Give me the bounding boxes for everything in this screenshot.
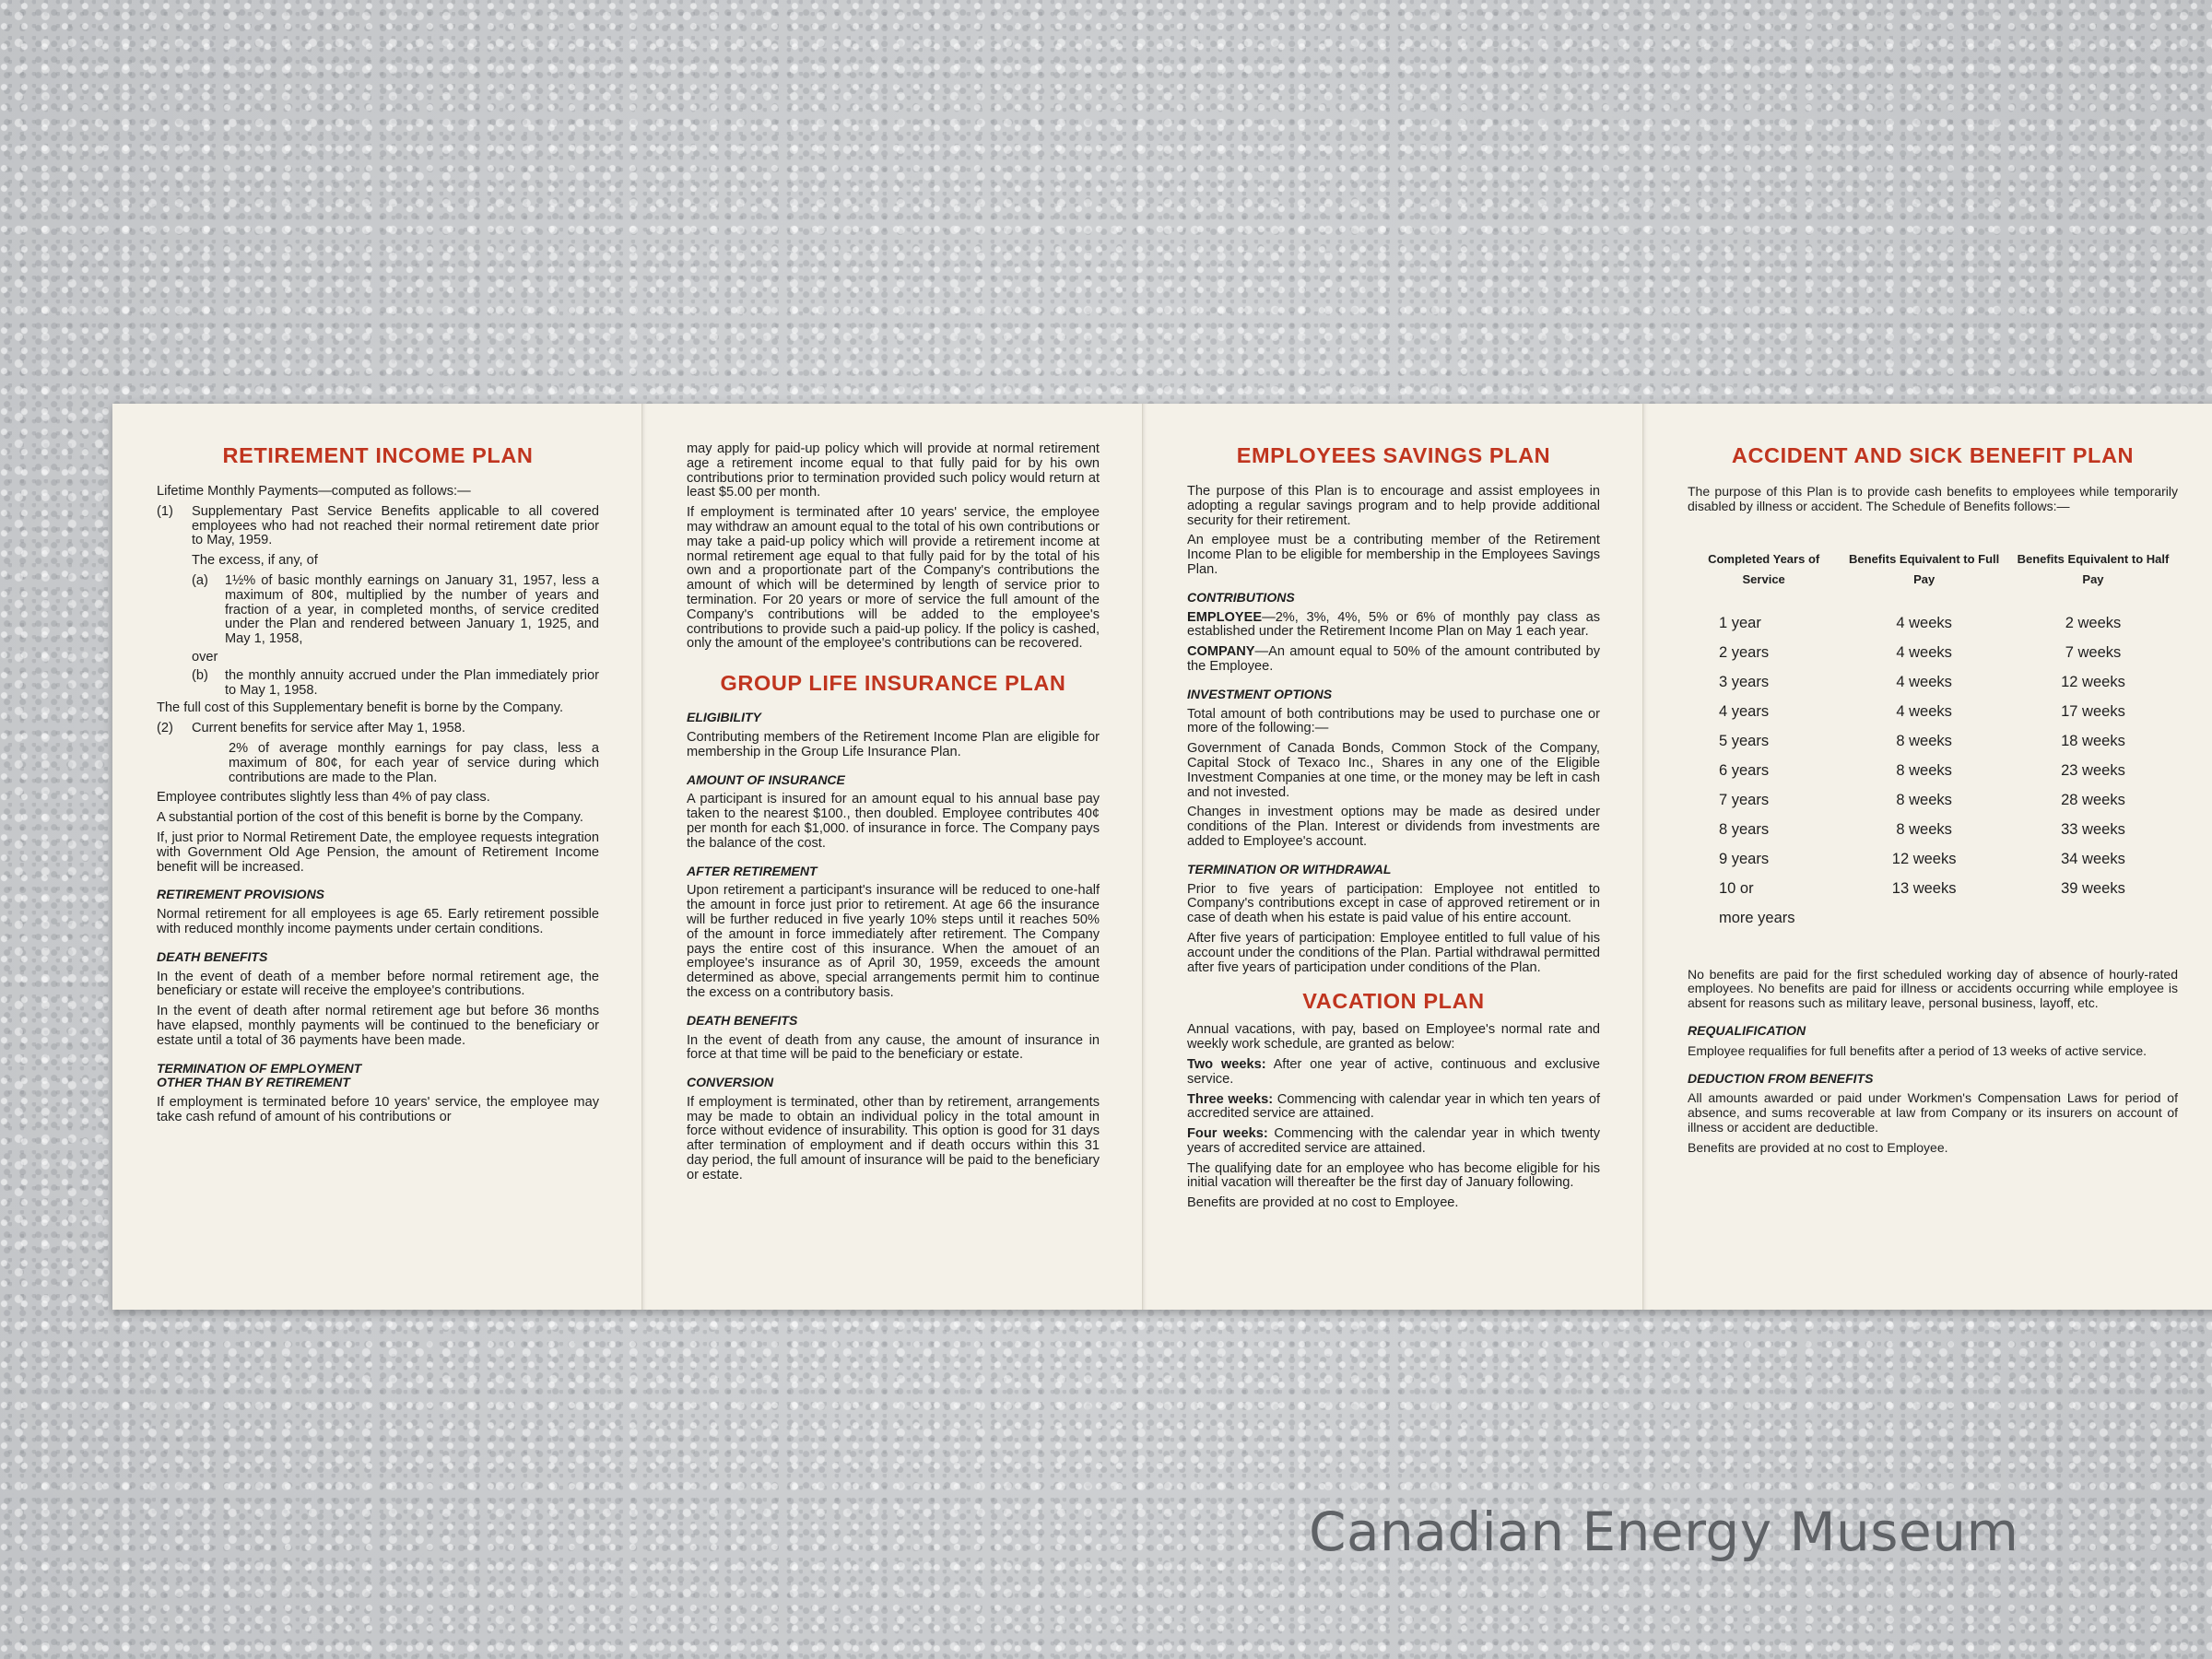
no-benefits-text: No benefits are paid for the first scheduled working day of absence of hourly-rated employees. No benefits are paid for illness or accidents occurring while employee is absent for reasons such as military leave, personal business, layoff, etc. xyxy=(1688,966,2178,1011)
panel-savings-vacation xyxy=(1142,404,1642,1310)
qualifying-date-text: The qualifying date for an employee who has become eligible for his initial vacation will thereafter be the first day of January following. xyxy=(1187,1160,1600,1191)
schedule-full-pay-cell: 8 weeks xyxy=(1896,761,1952,779)
schedule-full-pay-cell: 8 weeks xyxy=(1896,732,1952,749)
panel-group-life xyxy=(641,404,1142,1310)
schedule-half-pay-cell: 33 weeks xyxy=(2061,820,2125,838)
termination-withdrawal-text-2: After five years of participation: Employee entitled to full value of his account under the conditions of the Plan. Partial withdrawal permitted after five years of participation under conditions of the Plan. xyxy=(1187,930,1600,975)
schedule-row xyxy=(1688,756,2178,785)
schedule-row xyxy=(1688,903,2178,933)
item-1-text: Supplementary Past Service Benefits applicable to all covered employees who had not reached their normal retirement date prior to May, 1959. xyxy=(192,503,599,548)
vacation-intro-text: Annual vacations, with pay, based on Employee's normal rate and weekly work schedule, are granted as below: xyxy=(1187,1022,1600,1053)
amount-of-insurance-heading: AMOUNT OF INSURANCE xyxy=(687,771,845,787)
termination-heading-2: OTHER THAN BY RETIREMENT xyxy=(157,1075,350,1090)
schedule-full-pay-cell: 4 weeks xyxy=(1896,614,1952,631)
schedule-body xyxy=(1688,608,2178,933)
schedule-full-pay-cell: 4 weeks xyxy=(1896,643,1952,661)
life-death-benefits-text: In the event of death from any cause, the amount of insurance in force at that time will be paid to the beneficiary or estate. xyxy=(687,1032,1100,1063)
integration-text: If, just prior to Normal Retirement Date, the employee requests integration with Government Old Age Pension, the amount of Retirement Income benefit will be increased. xyxy=(157,830,599,875)
requalification-text: Employee requalifies for full benefits after a period of 13 weeks of active service. xyxy=(1688,1042,2147,1058)
schedule-years-cell: 2 years xyxy=(1719,643,1770,661)
employee-contribution-text xyxy=(1187,611,1600,641)
termination-heading-1: TERMINATION OF EMPLOYMENT xyxy=(157,1060,362,1076)
item-b xyxy=(157,669,599,699)
after-retirement-heading: AFTER RETIREMENT xyxy=(687,863,818,878)
schedule-years-cell: 9 years xyxy=(1719,850,1770,867)
schedule-row xyxy=(1688,874,2178,903)
vacation-cost-text: Benefits are provided at no cost to Employee. xyxy=(1187,1195,1459,1211)
schedule-row xyxy=(1688,785,2178,815)
benefit-schedule-table xyxy=(1688,549,2178,933)
item-b-text: the monthly annuity accrued under the Plan immediately prior to May 1, 1958. xyxy=(225,667,599,698)
schedule-years-cell: 8 years xyxy=(1719,820,1770,838)
item-2 xyxy=(157,722,599,736)
after-retirement-text: Upon retirement a participant's insurance will be reduced to one-half the amount in force just prior to retirement. At age 66 the insurance will be further reduced in five yearly 10% steps until it reaches 50% of the amount in force immediately after retirement. The Company pays the entire cost of this insurance. When the amouet of an employee's insurance as of April 30, 1959, exceeds the amount determined as above, special arrangements permit him to continue the excess on a contributory basis. xyxy=(687,883,1100,1000)
amount-of-insurance-text: A participant is insured for an amount equal to his annual base pay taken to the nearest $100., then doubled. Employee contributes 40¢ per month for each $1,000. of insurance in force. The Company pays the balance of the cost. xyxy=(687,792,1100,851)
schedule-row xyxy=(1688,667,2178,697)
eligibility-text: Contributing members of the Retirement Income Plan are eligible for membership in the Group Life Insurance Plan. xyxy=(687,729,1100,759)
retirement-provisions-heading: RETIREMENT PROVISIONS xyxy=(157,887,325,902)
over-text: over xyxy=(192,649,218,665)
schedule-half-pay-cell: 23 weeks xyxy=(2061,761,2125,779)
schedule-full-pay-cell: 4 weeks xyxy=(1896,673,1952,690)
full-cost-text: The full cost of this Supplementary benefit is borne by the Company. xyxy=(157,700,564,716)
schedule-row xyxy=(1688,815,2178,844)
col-header-years: Completed Years of Service xyxy=(1708,551,1820,586)
life-death-benefits-heading: DEATH BENEFITS xyxy=(687,1012,798,1028)
eligibility-heading: ELIGIBILITY xyxy=(687,710,761,725)
item-2-number: (2) xyxy=(157,721,173,736)
schedule-full-pay-cell: 8 weeks xyxy=(1896,820,1952,838)
termination-withdrawal-text-1: Prior to five years of participation: Employee not entitled to Company's contributions except in case of approved retirement or in case of death when his estate is paid value of his entire account. xyxy=(1187,881,1600,926)
after-ten-years-text: If employment is terminated after 10 years' service, the employee may withdraw an amount equal to the total of his own contributions or may take a paid-up policy which will provide a retirement income at normal retirement age equal to that fully paid for by the total of his own and a proportionate part of the Company's contributions the amount of which will be determined by length of service prior to termination. For 20 years or more of service the full amount of the Company's contributions will be added to the employee's contributions to provide such a paid-up policy. If the policy is cashed, only the amount of the employee's contributions can be recovered. xyxy=(687,505,1100,652)
lifetime-payments-text: Lifetime Monthly Payments—computed as follows:— xyxy=(157,484,471,499)
death-benefits-text-1: In the event of death of a member before normal retirement age, the beneficiary or estate will receive the employee's contributions. xyxy=(157,969,599,999)
item-a-text: 1½% of basic monthly earnings on January 31, 1957, less a maximum of 80¢, multiplied by the number of years and fraction of a year, in completed months, of service credited under the Plan and rendered between January 1, 1925, and May 1, 1958, xyxy=(225,572,599,647)
accident-purpose-text: The purpose of this Plan is to provide cash benefits to employees while temporarily disabled by illness or accident. The Schedule of Benefits follows:— xyxy=(1688,484,2178,513)
company-contribution-detail: —An amount equal to 50% of the amount contributed by the Employee. xyxy=(1187,644,1600,674)
investment-text-3: Changes in investment options may be made as desired under conditions of the Plan. Interest or dividends from investments are added to Employee's account. xyxy=(1187,805,1600,849)
paid-up-policy-text: may apply for paid-up policy which will provide at normal retirement age a retirement income equal to that fully paid for by his own contributions prior to termination provided such policy would return at least $5.00 per month. xyxy=(687,441,1100,500)
two-weeks-label: Two weeks: xyxy=(1187,1056,1266,1072)
schedule-half-pay-cell: 17 weeks xyxy=(2061,702,2125,720)
group-life-title: GROUP LIFE INSURANCE PLAN xyxy=(720,671,1066,696)
accident-plan-title: ACCIDENT AND SICK BENEFIT PLAN xyxy=(1731,443,2135,467)
schedule-years-cell: 10 or xyxy=(1719,879,1754,897)
schedule-half-pay-cell: 18 weeks xyxy=(2061,732,2125,749)
schedule-half-pay-cell: 39 weeks xyxy=(2061,879,2125,897)
savings-purpose-text: The purpose of this Plan is to encourage and assist employees in adopting a regular savings program and to help provide additional security for their retirement. xyxy=(1187,484,1600,528)
savings-plan-title: EMPLOYEES SAVINGS PLAN xyxy=(1236,443,1551,467)
four-weeks-detail: Commencing with the calendar year in which twenty years of accredited service are attained. xyxy=(1187,1126,1601,1156)
conversion-text: If employment is terminated, other than by retirement, arrangements may be made to obtain an individual policy in the total amount in force without evidence of insurability. This option is good for 31 days after termination of employment and if death occurs within this 31 day period, the full amount of insurance will be paid to the beneficiary or estate. xyxy=(687,1094,1100,1182)
death-benefits-text-2: In the event of death after normal retirement age but before 36 months have elapsed, monthly payments will be continued to the beneficiary or estate until a total of 36 payments have been made. xyxy=(157,1004,599,1048)
benefits-brochure xyxy=(112,404,2212,1310)
four-weeks-text xyxy=(1187,1127,1600,1157)
schedule-years-cell: 3 years xyxy=(1719,673,1770,690)
termination-text: If employment is terminated before 10 years' service, the employee may take cash refund of amount of his contributions or xyxy=(157,1095,599,1124)
deduction-text: All amounts awarded or paid under Workmen's Compensation Laws for period of absence, and sums recoverable at law from Company or its insurers on account of illness or accident are deductible. xyxy=(1688,1090,2178,1135)
schedule-full-pay-cell xyxy=(1840,903,2008,933)
col-header-full-pay: Benefits Equivalent to Full Pay xyxy=(1849,551,2000,586)
schedule-half-pay-cell xyxy=(2008,903,2178,933)
schedule-full-pay-cell: 4 weeks xyxy=(1896,702,1952,720)
item-1-number: (1) xyxy=(157,503,173,519)
schedule-years-cell: 1 year xyxy=(1719,614,1761,631)
schedule-header-row xyxy=(1688,549,2178,608)
schedule-half-pay-cell: 12 weeks xyxy=(2061,673,2125,690)
vacation-plan-title: VACATION PLAN xyxy=(1302,989,1485,1014)
schedule-full-pay-cell: 13 weeks xyxy=(1891,879,1957,897)
three-weeks-label: Three weeks: xyxy=(1187,1091,1274,1107)
schedule-row xyxy=(1688,608,2178,638)
company-contribution-text xyxy=(1187,645,1600,675)
contributions-heading: CONTRIBUTIONS xyxy=(1187,589,1295,605)
deduction-heading: DEDUCTION FROM BENEFITS xyxy=(1688,1070,1874,1086)
schedule-row xyxy=(1688,844,2178,874)
schedule-full-pay-cell: 12 weeks xyxy=(1891,850,1957,867)
item-a xyxy=(157,574,599,647)
item-2-text: Current benefits for service after May 1, 1958. xyxy=(192,721,465,736)
schedule-years-cell: 6 years xyxy=(1719,761,1770,779)
item-2-detail: 2% of average monthly earnings for pay class, less a maximum of 80¢, for each year of service during which contributions are made to the Plan. xyxy=(229,740,599,785)
investment-options-heading: INVESTMENT OPTIONS xyxy=(1187,686,1333,701)
col-header-half-pay: Benefits Equivalent to Half Pay xyxy=(2017,551,2170,586)
substantial-portion-text: A substantial portion of the cost of this benefit is borne by the Company. xyxy=(157,810,583,826)
four-weeks-label: Four weeks: xyxy=(1187,1126,1268,1142)
retirement-provisions-text: Normal retirement for all employees is age 65. Early retirement possible with reduced monthly income payments under certain conditions. xyxy=(157,907,599,936)
schedule-row xyxy=(1688,726,2178,756)
three-weeks-detail: Commencing with calendar year in which ten years of accredited service are attained. xyxy=(1187,1091,1600,1122)
item-a-label: (a) xyxy=(192,572,208,588)
panel-retirement-income xyxy=(112,404,641,1310)
schedule-full-pay-cell: 8 weeks xyxy=(1896,791,1952,808)
two-weeks-text xyxy=(1187,1058,1600,1088)
employee-label: EMPLOYEE xyxy=(1187,609,1263,625)
schedule-row xyxy=(1688,697,2178,726)
schedule-years-cell: 4 years xyxy=(1719,702,1770,720)
schedule-row xyxy=(1688,638,2178,667)
museum-watermark: Canadian Energy Museum xyxy=(1309,1500,2019,1563)
conversion-heading: CONVERSION xyxy=(687,1075,774,1090)
two-weeks-detail: After one year of active, continuous and exclusive service. xyxy=(1187,1056,1601,1087)
three-weeks-text xyxy=(1187,1093,1600,1123)
death-benefits-heading: DEATH BENEFITS xyxy=(157,948,268,964)
employee-contribution-detail: —2%, 3%, 4%, 5% or 6% of monthly pay class as established under the Retirement Income Plan on May 1 each year. xyxy=(1187,609,1600,640)
schedule-years-cell: 5 years xyxy=(1719,732,1770,749)
requalification-heading: REQUALIFICATION xyxy=(1688,1022,1806,1038)
accident-cost-text: Benefits are provided at no cost to Employee. xyxy=(1688,1139,1948,1155)
schedule-years-cell: 7 years xyxy=(1719,791,1770,808)
schedule-years-cell: more years xyxy=(1719,909,1795,926)
termination-withdrawal-heading: TERMINATION OR WITHDRAWAL xyxy=(1187,861,1392,877)
savings-member-text: An employee must be a contributing member of the Retirement Income Plan to be eligible for membership in the Employees Savings Plan. xyxy=(1187,533,1600,577)
panel-accident-sick xyxy=(1642,404,2212,1310)
schedule-half-pay-cell: 7 weeks xyxy=(2065,643,2122,661)
retirement-plan-title: RETIREMENT INCOME PLAN xyxy=(222,443,534,467)
employee-contrib-text: Employee contributes slightly less than 4% of pay class. xyxy=(157,790,490,806)
company-label: COMPANY xyxy=(1187,644,1255,660)
item-1 xyxy=(157,505,599,548)
investment-text-1: Total amount of both contributions may be used to purchase one or more of the following:— xyxy=(1187,706,1600,736)
schedule-half-pay-cell: 28 weeks xyxy=(2061,791,2125,808)
schedule-half-pay-cell: 34 weeks xyxy=(2061,850,2125,867)
investment-text-2: Government of Canada Bonds, Common Stock of the Company, Capital Stock of Texaco Inc., Shares in any one of the Eligible Investment Companies at one time, or the money may be left in cash and not invested. xyxy=(1187,741,1600,800)
schedule-half-pay-cell: 2 weeks xyxy=(2065,614,2122,631)
excess-text: The excess, if any, of xyxy=(192,553,318,569)
item-b-label: (b) xyxy=(192,667,208,683)
